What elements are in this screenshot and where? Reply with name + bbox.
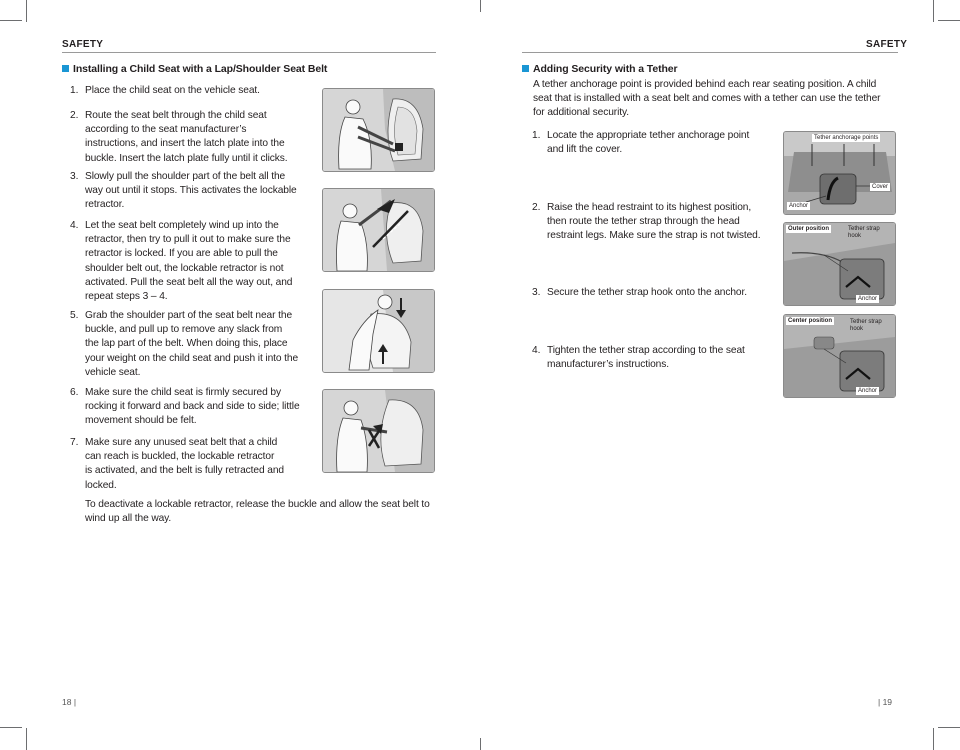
anchor-label: Anchor [858,296,878,302]
step-line: retractor is locked. If you are able to pull the [85,248,278,260]
step-text [547,129,749,157]
step-line: retractor. [85,199,125,211]
step-line: according to the seat manufacturer’s [85,124,247,136]
step-line: manufacturer’s instructions. [547,359,669,371]
step-number: 2. [532,202,541,213]
step-item [532,286,772,300]
crop-mark [0,727,22,728]
step-line: activated. Pull the seat belt all the way out, and [85,276,293,288]
step-line: can reach is buckled, the lockable retractor [85,451,275,463]
step-line: buckle. Insert the latch plate fully until it clicks. [85,152,288,164]
step-line: the lap part of the belt. When doing this, place [85,338,288,350]
intro-line: seat that is installed with a seat belt and comes with a tether can use the tether [533,93,881,105]
step-line: Raise the head restraint to its highest position, [547,202,752,213]
step-line: Make sure the child seat is firmly secured by [85,387,281,398]
step-line: Tighten the tether strap according to the seat [547,345,745,356]
step-item [70,84,310,98]
step-text [547,344,745,372]
illustration-rock-seat [322,389,435,473]
header-rule [522,52,898,53]
step-line: shoulder belt out, the lockable retractor is not [85,262,284,274]
step-number: 5. [70,310,79,321]
step-number: 6. [70,387,79,398]
tether-strap-hook-label: Tether strap hook [848,226,880,239]
step-line: Place the child seat on the vehicle seat. [85,85,260,96]
step-text [547,201,760,244]
closing-paragraph [85,498,445,526]
step-line: locked. [85,479,117,491]
step-line: and lift the cover. [547,144,623,156]
anchor-label: Anchor [789,203,809,209]
step-number: 3. [532,287,541,298]
step-line: is activated, and the belt is fully retracted and [85,465,284,477]
section-title: Adding Security with a Tether [522,63,678,75]
step-line: Make sure any unused seat belt that a child [85,437,278,448]
position-label: Center position [788,318,833,324]
step-line: way out until it stops. This activates the lockable [85,185,297,197]
bullet-square-icon [522,65,529,72]
step-item [532,129,772,157]
header-rule [62,52,436,53]
tether-strap-hook-label: Tether strap hook [850,319,882,332]
step-number: 1. [70,85,79,96]
page-number: 18 | [62,697,77,707]
page-header: SAFETY [62,39,104,50]
step-text [85,84,260,98]
step-text [85,386,300,429]
illustration-push-seat [322,289,435,373]
section-title: Installing a Child Seat with a Lap/Shoulder Seat Belt [62,63,327,75]
step-text [85,436,284,493]
crop-mark [0,20,22,21]
page-number: | 19 [878,697,893,707]
step-number: 4. [70,220,79,231]
step-item [70,219,310,304]
bullet-square-icon [62,65,69,72]
step-number: 3. [70,171,79,182]
intro-line: A tether anchorage point is provided behind each rear seating position. A child [533,79,877,90]
step-line: Secure the tether strap hook onto the anchor. [547,287,747,298]
anchor-label: Anchor [858,388,878,394]
crop-mark [26,728,27,750]
step-line: retractor, then try to pull it out to make sure the [85,234,291,246]
illustration-anchorage-points [783,131,896,215]
step-item [70,436,310,493]
illustration-center-position [783,314,896,398]
closing-line: To deactivate a lockable retractor, release the buckle and allow the seat belt to [85,499,430,510]
crop-mark [480,0,481,12]
step-line: buckle, and pull up to remove any slack from [85,324,283,336]
step-text [85,219,292,304]
step-number: 7. [70,437,79,448]
step-line: restraint legs. Make sure the strap is not twisted. [547,230,761,242]
crop-mark [938,20,960,21]
step-text [85,109,288,166]
illustration-outer-position [783,222,896,306]
intro-line: for additional security. [533,107,629,119]
step-line: rocking it forward and back and side to side; little [85,401,300,413]
step-line: vehicle seat. [85,366,141,378]
step-number: 4. [532,345,541,356]
step-line: Let the seat belt completely wind up into the [85,220,279,231]
step-number: 1. [532,130,541,141]
step-line: then route the tether strap through the head [547,216,740,228]
step-item [70,109,310,166]
page-header: SAFETY [866,39,908,50]
step-line: Grab the shoulder part of the seat belt near the [85,310,293,321]
step-text [85,170,297,213]
crop-mark [938,727,960,728]
step-item [532,201,772,244]
step-item [70,309,310,380]
closing-line: wind up all the way. [85,513,172,525]
step-line: instructions, and insert the latch plate into the [85,138,285,150]
crop-mark [933,0,934,22]
step-item [70,386,310,429]
step-line: repeat steps 3 – 4. [85,291,168,303]
crop-mark [26,0,27,22]
position-label: Outer position [788,226,829,232]
step-text [547,286,747,300]
step-line: movement should be felt. [85,415,197,427]
step-item [70,170,310,213]
illustration-place-seat [322,88,435,172]
step-line: Locate the appropriate tether anchorage point [547,130,750,141]
crop-mark [933,728,934,750]
step-number: 2. [70,110,79,121]
step-item [532,344,772,372]
step-line: your weight on the child seat and push it into the [85,352,299,364]
step-line: Route the seat belt through the child seat [85,110,267,121]
step-text [85,309,298,380]
tether-anchorage-points-label: Tether anchorage points [814,135,879,141]
crop-mark [480,738,481,750]
cover-label: Cover [872,184,889,190]
illustration-pull-belt [322,188,435,272]
step-line: Slowly pull the shoulder part of the belt all the [85,171,286,182]
intro-paragraph [533,78,903,121]
